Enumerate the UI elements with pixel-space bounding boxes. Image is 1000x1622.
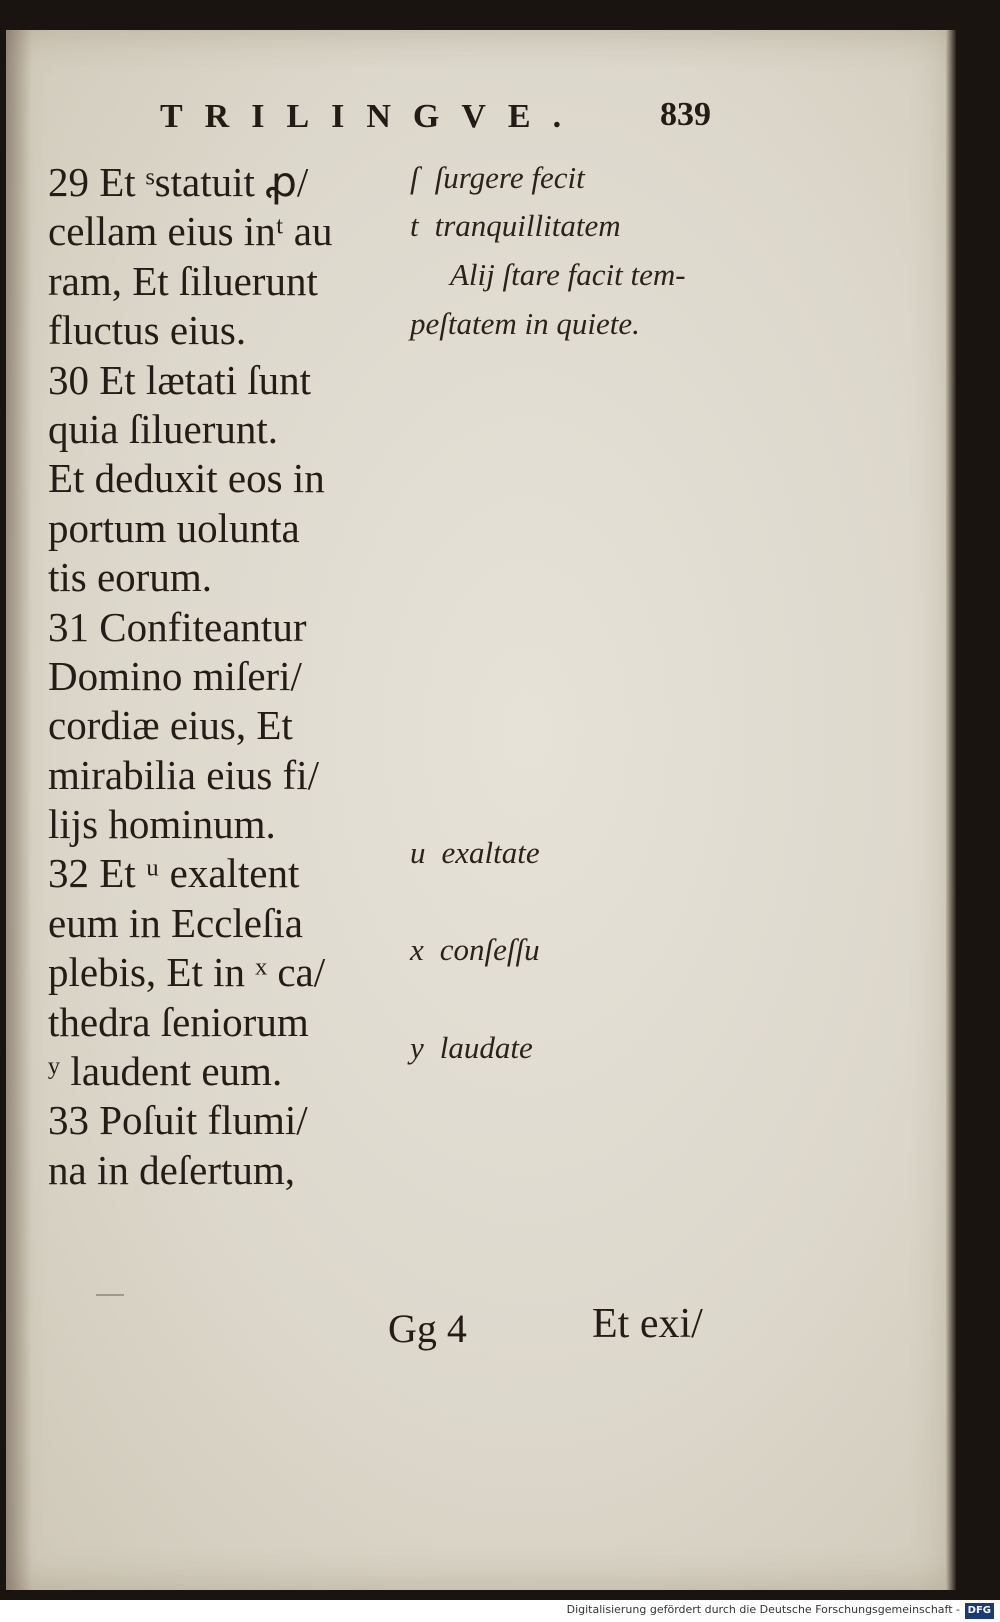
signature-mark: Gg 4 [388,1306,467,1351]
text-line: ram, Et ſiluerunt [48,257,318,304]
text-line: eum in Eccleſia [48,899,303,946]
gloss-text: laudate [439,1030,533,1065]
gloss-s [410,160,740,196]
text-line: cordiæ eius, Et [48,702,293,749]
footer-credit: Digitalisierung gefördert durch die Deutsche Forschungsgemeinschaft - [566,1603,960,1616]
gloss-key: y [410,1030,424,1065]
text-line: thedra ſeniorum [48,998,309,1045]
text-line: tis eorum. [48,554,212,601]
catchword: Et exi/ [592,1301,703,1347]
page-edge [946,30,956,1590]
gloss-key: t [410,208,419,243]
text-line: 30 Et lætati ſunt [48,356,312,403]
text-line: cellam eius inᵗ au [48,208,333,255]
text-line: 33 Poſuit flumi/ [48,1097,308,1144]
folio-number: 839 [660,96,711,133]
text-line: Domino miſeri/ [48,652,302,699]
gloss-text: conſeſſu [439,932,540,967]
gloss-text: ſurgere fecit [434,160,585,195]
dfg-logo: DFG [965,1603,994,1619]
gloss-alt-line-1: Alij ſtare facit tem- [450,257,686,292]
main-text-column [48,158,378,1195]
ink-smudge [96,1272,124,1296]
spine-shadow [6,30,32,1590]
text-line: portum uolunta [48,504,300,551]
gloss-t [410,208,740,244]
text-line: quia ſiluerunt. [48,405,279,452]
text-line: plebis, Et in ˣ ca/ [48,949,326,996]
gloss-u [410,835,740,871]
gloss-text: exaltate [441,835,540,870]
gloss-key: u [410,835,426,870]
gloss-key: ſ [410,160,419,195]
text-line: fluctus eius. [48,307,247,354]
digitization-footer [0,1600,1000,1622]
gloss-y [410,1030,740,1066]
text-line: Et deduxit eos in [48,455,325,502]
text-line: ʸ laudent eum. [48,1048,283,1095]
text-line: 32 Et ᵘ exaltent [48,850,300,897]
gloss-key: x [410,932,424,967]
text-line: na in deſertum, [48,1146,296,1193]
running-head: TRILINGVE. [160,98,584,135]
text-line: 31 Confiteantur [48,603,307,650]
text-line: lijs hominum. [48,801,276,848]
text-line: mirabilia eius fi/ [48,751,319,798]
text-line: 29 Et ˢstatuit ꝓ/ [48,159,309,205]
gloss-x [410,932,740,968]
gloss-alt-line-2: peſtatem in quiete. [410,306,640,341]
gloss-text: tranquillitatem [434,208,621,243]
